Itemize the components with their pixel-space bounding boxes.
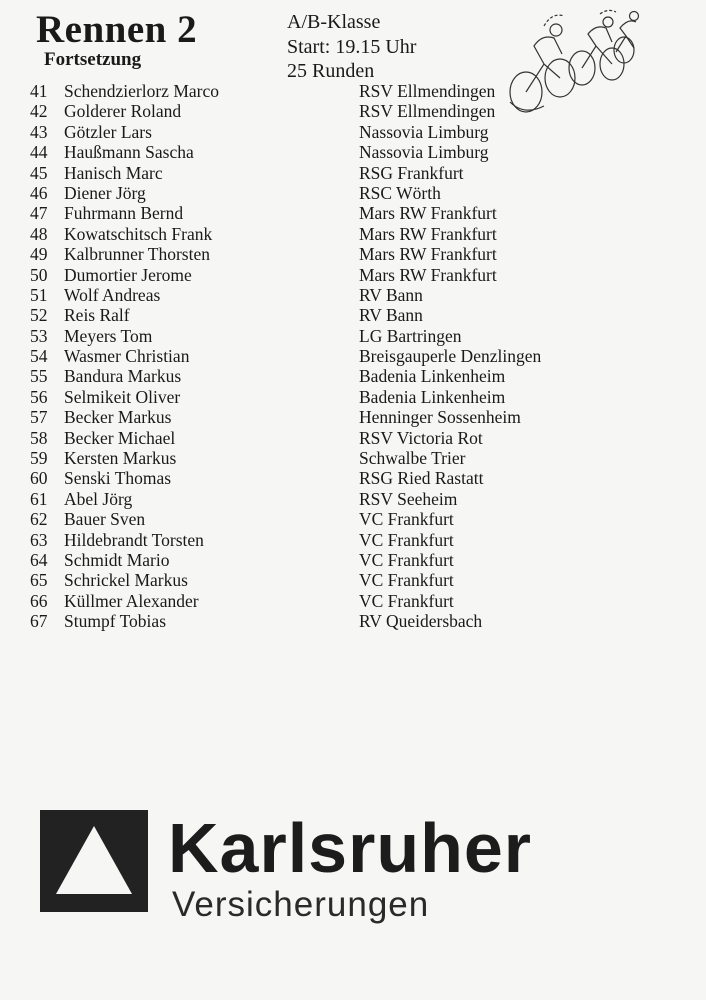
list-item: [0, 163, 706, 183]
rider-name: Stumpf Tobias: [64, 611, 167, 632]
club-name: RV Bann: [359, 305, 423, 326]
rider-name: Haußmann Sascha: [64, 142, 194, 163]
club-name: RV Bann: [359, 284, 423, 305]
sponsor-tagline: Versicherungen: [172, 885, 430, 924]
start-number: 57: [30, 407, 48, 428]
club-name: Nassovia Limburg: [359, 142, 489, 163]
club-name: Nassovia Limburg: [359, 121, 489, 142]
rider-name: Dumortier Jerome: [64, 264, 192, 285]
start-number: 49: [30, 244, 48, 265]
list-item: [0, 346, 706, 366]
list-item: [0, 570, 706, 590]
club-name: RV Queidersbach: [359, 611, 483, 632]
list-item: [0, 285, 706, 305]
race-info: [287, 10, 416, 84]
club-name: Mars RW Frankfurt: [359, 264, 497, 285]
club-name: VC Frankfurt: [359, 590, 454, 611]
list-item: [0, 550, 706, 570]
start-number: 64: [30, 549, 48, 570]
rider-name: Wasmer Christian: [64, 346, 190, 367]
start-number: 52: [30, 305, 48, 326]
start-number: 67: [30, 611, 48, 632]
list-item: [0, 509, 706, 529]
start-number: 48: [30, 223, 48, 244]
club-name: Henninger Sossenheim: [359, 407, 521, 428]
list-item: [0, 122, 706, 142]
club-name: Breisgauperle Denzlingen: [359, 346, 542, 367]
start-number: 58: [30, 427, 48, 448]
start-number: 66: [30, 590, 48, 611]
start-number: 56: [30, 386, 48, 407]
list-item: [0, 244, 706, 264]
starter-list: [0, 81, 706, 632]
page-subtitle: Fortsetzung: [44, 49, 142, 70]
rider-name: Diener Jörg: [64, 182, 146, 203]
start-number: 60: [30, 468, 48, 489]
rider-name: Kowatschitsch Frank: [64, 223, 213, 244]
club-name: RSG Ried Rastatt: [359, 468, 484, 489]
list-item: [0, 387, 706, 407]
start-number: 51: [30, 284, 48, 305]
club-name: RSV Ellmendingen: [359, 101, 496, 122]
list-item: [0, 101, 706, 121]
rider-name: Reis Ralf: [64, 305, 130, 326]
start-number: 61: [30, 488, 48, 509]
sponsor-name: Karlsruher: [168, 809, 533, 887]
list-item: [0, 183, 706, 203]
club-name: VC Frankfurt: [359, 570, 454, 591]
rider-name: Küllmer Alexander: [64, 590, 199, 611]
list-item: [0, 530, 706, 550]
list-item: [0, 81, 706, 101]
club-name: VC Frankfurt: [359, 509, 454, 530]
rider-name: Wolf Andreas: [64, 284, 161, 305]
rider-name: Meyers Tom: [64, 325, 153, 346]
list-item: [0, 611, 706, 631]
club-name: RSV Ellmendingen: [359, 81, 496, 101]
page-title: Rennen 2: [36, 8, 198, 51]
start-number: 53: [30, 325, 48, 346]
club-name: Schwalbe Trier: [359, 448, 466, 469]
start-number: 54: [30, 346, 48, 367]
start-number: 44: [30, 142, 48, 163]
start-number: 50: [30, 264, 48, 285]
race-class: A/B-Klasse: [287, 11, 381, 33]
club-name: Mars RW Frankfurt: [359, 203, 497, 224]
club-name: RSV Seeheim: [359, 488, 458, 509]
start-number: 55: [30, 366, 48, 387]
rider-name: Fuhrmann Bernd: [64, 203, 184, 224]
rider-name: Selmikeit Oliver: [64, 386, 181, 407]
club-name: Mars RW Frankfurt: [359, 244, 497, 265]
race-start-time: Start: 19.15 Uhr: [287, 35, 417, 58]
list-item: [0, 265, 706, 285]
list-item: [0, 468, 706, 488]
rider-name: Kersten Markus: [64, 448, 177, 469]
list-item: [0, 428, 706, 448]
rider-name: Abel Jörg: [64, 488, 133, 509]
start-number: 43: [30, 121, 48, 142]
rider-name: Becker Michael: [64, 427, 176, 448]
start-number: 41: [30, 81, 48, 101]
club-name: VC Frankfurt: [359, 549, 454, 570]
start-number: 42: [30, 101, 48, 122]
rider-name: Kalbrunner Thorsten: [64, 244, 210, 265]
rider-name: Bandura Markus: [64, 366, 182, 387]
list-item: [0, 142, 706, 162]
club-name: LG Bartringen: [359, 325, 462, 346]
start-number: 65: [30, 570, 48, 591]
list-item: [0, 489, 706, 509]
start-number: 47: [30, 203, 48, 224]
rider-name: Golderer Roland: [64, 101, 182, 122]
rider-name: Becker Markus: [64, 407, 172, 428]
rider-name: Götzler Lars: [64, 121, 152, 142]
club-name: Badenia Linkenheim: [359, 366, 506, 387]
list-item: [0, 366, 706, 386]
start-number: 45: [30, 162, 48, 183]
list-item: [0, 224, 706, 244]
rider-name: Bauer Sven: [64, 509, 146, 530]
list-item: [0, 305, 706, 325]
rider-name: Schendzierlorz Marco: [64, 81, 219, 101]
rider-name: Hanisch Marc: [64, 162, 163, 183]
club-name: RSV Victoria Rot: [359, 427, 483, 448]
start-number: 59: [30, 448, 48, 469]
rider-name: Schrickel Markus: [64, 570, 188, 591]
start-number: 46: [30, 182, 48, 203]
club-name: VC Frankfurt: [359, 529, 454, 550]
rider-name: Schmidt Mario: [64, 549, 170, 570]
start-number: 63: [30, 529, 48, 550]
club-name: RSG Frankfurt: [359, 162, 464, 183]
club-name: Mars RW Frankfurt: [359, 223, 497, 244]
club-name: RSC Wörth: [359, 182, 441, 203]
list-item: [0, 203, 706, 223]
list-item: [0, 326, 706, 346]
rider-name: Hildebrandt Torsten: [64, 529, 204, 550]
list-item: [0, 407, 706, 427]
start-number: 62: [30, 509, 48, 530]
list-item: [0, 591, 706, 611]
club-name: Badenia Linkenheim: [359, 386, 506, 407]
race-laps: 25 Runden: [287, 60, 375, 82]
rider-name: Senski Thomas: [64, 468, 172, 489]
triangle-logo-icon: [40, 810, 148, 912]
list-item: [0, 448, 706, 468]
